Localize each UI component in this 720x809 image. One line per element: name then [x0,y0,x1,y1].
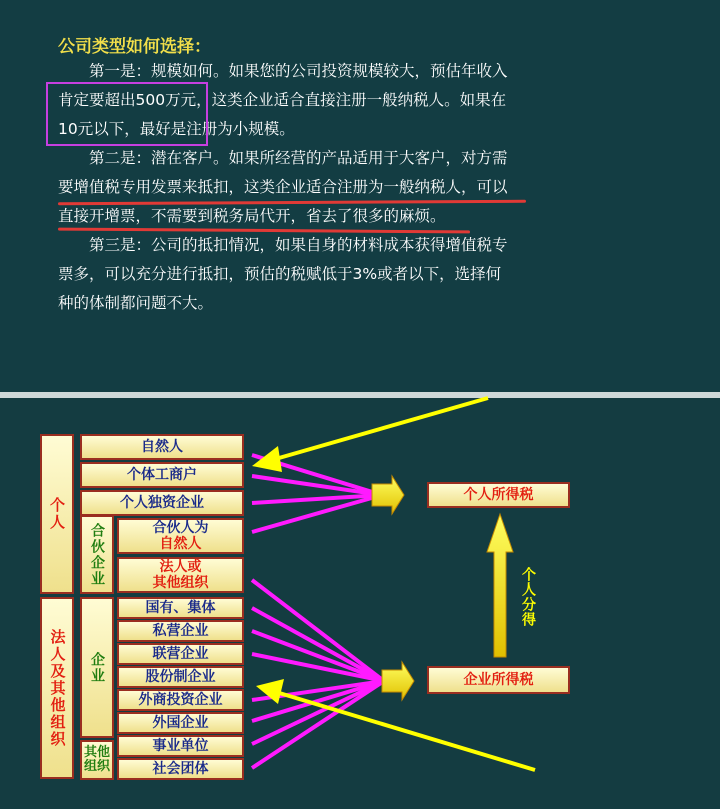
item-foreign: 外国企业 [117,712,244,734]
sub-partnership: 合伙企业 [80,515,114,594]
sub-other: 其他组织 [80,740,114,780]
pointer-line-bottom [276,692,535,770]
item-sole-proprietorship: 个人独资企业 [80,490,244,516]
arrow-to-personal-tax [372,476,404,514]
tax-corporate: 企业所得税 [427,666,570,694]
item-public-institution: 事业单位 [117,735,244,757]
section-title: 公司类型如何选择： [58,37,211,57]
pointer-line-top [272,398,488,460]
paragraph-scale: 第一是：规模如何。如果您的公司投资规模较大，预估年收入 肯定要超出500万元，这类企业适合直接注册一般纳税人。如果在 10元以下，最好是注册为小规模。 [58,62,508,138]
paragraph-customers: 第二是：潜在客户。如果所经营的产品适用于大客户，对方需 要增值税专用发票来抵扣，这类企业适合注册为一般纳税人，可以 直接开增票，不需要到税务局代开，省去了很多的麻烦。 [58,149,508,225]
item-natural-person: 自然人 [80,434,244,460]
item-state-collective: 国有、集体 [117,597,244,619]
item-foreign-invested: 外商投资企业 [117,689,244,711]
item-social-organization: 社会团体 [117,758,244,780]
group-legal: 法人及其他组织 [40,597,74,779]
group-personal: 个人 [40,434,74,594]
paragraph-deduction: 第三是：公司的抵扣情况，如果自身的材料成本获得增值税专 票多，可以充分进行抵扣，预估的税赋低于3%或者以下，选择何 种的体制都问题不大。 [58,236,508,312]
item-individual-business: 个体工商户 [80,462,244,488]
item-partner-natural: 合伙人为 自然人 [117,518,244,554]
tax-personal: 个人所得税 [427,482,570,508]
distribution-label: 个人分得 [520,567,536,627]
sub-enterprise: 企业 [80,597,114,738]
item-partner-legal: 法人或 其他组织 [117,557,244,593]
pointer-head-top [252,446,282,472]
arrow-up-distribution [487,514,513,657]
item-joint-stock: 股份制企业 [117,666,244,688]
item-private: 私营企业 [117,620,244,642]
arrow-to-corporate-tax [382,662,414,700]
item-joint: 联营企业 [117,643,244,665]
fan-legal [252,580,384,768]
